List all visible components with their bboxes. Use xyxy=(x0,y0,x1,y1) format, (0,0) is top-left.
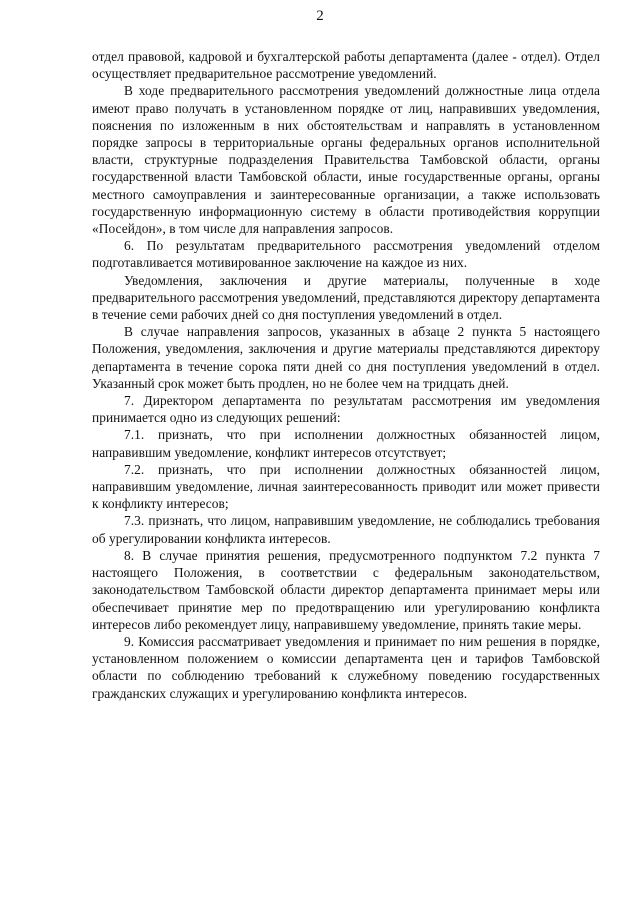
document-body xyxy=(92,48,600,702)
paragraph-continuation: отдел правовой, кадровой и бухгалтерской работы департамента (далее - отдел). Отдел осуществляет предварительное рассмотрение уведомлений. xyxy=(92,49,600,82)
page-number: 2 xyxy=(316,8,324,24)
paragraph: Уведомления, заключения и другие материалы, полученные в ходе предварительного рассмотрения уведомлений, представляются директору департамента в течение семи рабочих дней со дня поступления уведомлений в отдел. xyxy=(92,272,600,323)
paragraph-item-9: 9. Комиссия рассматривает уведомления и принимает по ним решения в порядке, установленном положением о комиссии департамента цен и тарифов Тамбовской области по соблюдению требований к служебному поведению государственных гражданских служащих и урегулированию конфликта интересов. xyxy=(92,633,600,701)
paragraph-item-7-2: 7.2. признать, что при исполнении должностных обязанностей лицом, направившим уведомление, личная заинтересованность приводит или может привести к конфликту интересов; xyxy=(92,461,600,512)
paragraph-item-7-1: 7.1. признать, что при исполнении должностных обязанностей лицом, направившим уведомление, конфликт интересов отсутствует; xyxy=(92,427,600,460)
paragraph-item-7: 7. Директором департамента по результатам рассмотрения им уведомления принимается одно из следующих решений: xyxy=(92,393,600,426)
paragraph-item-8: 8. В случае принятия решения, предусмотренного подпунктом 7.2 пункта 7 настоящего Положения, в соответствии с федеральным законодательством, законодательством Тамбовской области директор департамента принимает меры или обеспечивает принятие мер по предотвращению или урегулированию конфликта интересов либо рекомендует лицу, направившему уведомление, принять такие меры. xyxy=(92,547,600,632)
paragraph: В случае направления запросов, указанных в абзаце 2 пункта 5 настоящего Положения, уведомления, заключения и другие материалы представляются директору департамента в течение сорока пяти дней со дня поступления уведомлений в отдел. Указанный срок может быть продлен, но не более чем на тридцать дней. xyxy=(92,324,600,391)
paragraph-item-6: 6. По результатам предварительного рассмотрения уведомлений отделом подготавливается мотивированное заключение на каждое из них. xyxy=(92,238,600,271)
paragraph-item-7-3: 7.3. признать, что лицом, направившим уведомление, не соблюдались требования об урегулировании конфликта интересов. xyxy=(92,513,600,546)
paragraph: В ходе предварительного рассмотрения уведомлений должностные лица отдела имеют право получать в установленном порядке от лиц, направивших уведомления, пояснения по изложенным в них обстоятельствам и направлять в установленном порядке запросы в территориальные органы федеральных органов исполнительной власти, структурные подразделения Правительства Тамбовской области, органы государственной власти Тамбовской области, иные государственные органы, органы местного самоуправления и заинтересованные организации, а также использовать государственную информационную систему в области противодействия коррупции «Посейдон», в том числе для направления запросов. xyxy=(92,83,600,237)
